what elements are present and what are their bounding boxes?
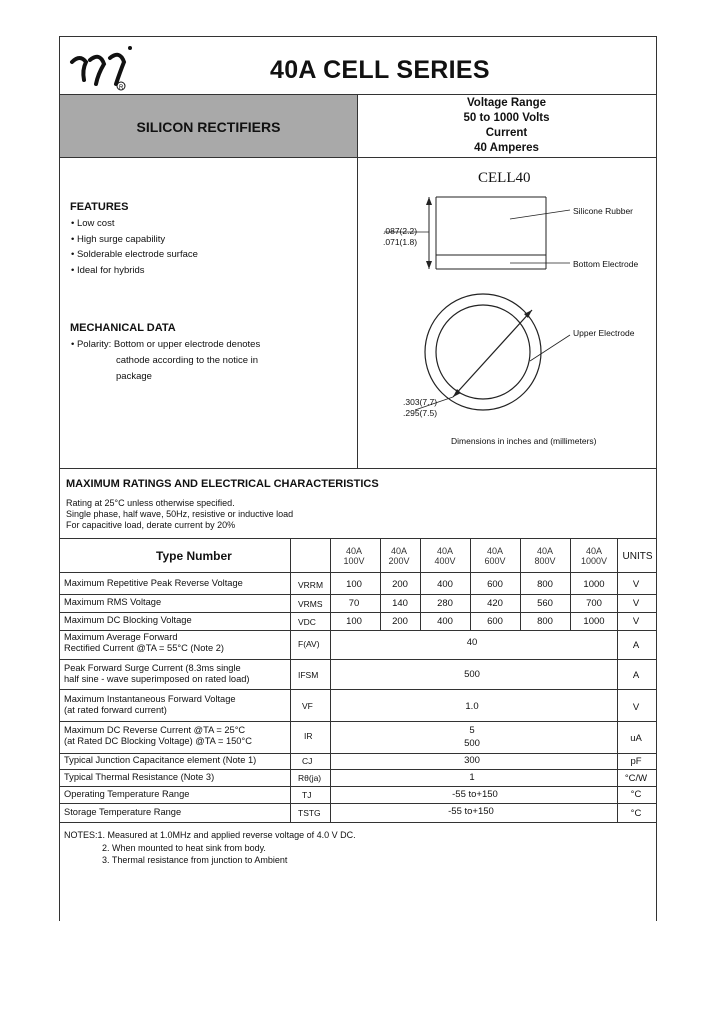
cell-value: 1000 <box>583 616 605 627</box>
cell-value: 500 <box>464 669 480 680</box>
diagram-caption: Dimensions in inches and (millimeters) <box>451 436 597 446</box>
dimension-diameter-min: .295(7.5) <box>403 408 438 418</box>
note-line: NOTES:1. Measured at 1.0MHz and applied reverse voltage of 4.0 V DC. <box>64 830 356 840</box>
cell-unit: A <box>632 670 640 681</box>
model-header: 40A 100V <box>343 546 365 566</box>
table-divider <box>59 753 656 754</box>
cell-value: 420 <box>487 598 503 609</box>
ratings-note: For capacitive load, derate current by 20% <box>66 520 236 530</box>
cell-unit: V <box>632 598 640 609</box>
row-symbol: CJ <box>302 756 313 766</box>
mechanical-line: cathode according to the notice in <box>116 355 259 366</box>
mechanical-line: • Polarity: Bottom or upper electrode denotes <box>71 339 261 350</box>
cell-value: 700 <box>586 598 602 609</box>
cell-value: 1000 <box>583 579 605 590</box>
row-label: Typical Thermal Resistance (Note 3) <box>64 772 215 782</box>
cell-unit: V <box>632 579 640 590</box>
ratings-note: Single phase, half wave, 50Hz, resistive or inductive load <box>66 509 294 519</box>
table-divider <box>59 721 656 722</box>
cell-unit: uA <box>630 733 642 744</box>
feature-item: • Low cost <box>71 218 115 229</box>
row-label: Maximum Average Forward Rectified Current @TA = 55°C (Note 2) <box>64 632 224 653</box>
spec-current-value: 40 Amperes <box>474 142 539 154</box>
table-divider <box>59 630 656 631</box>
cell-value: 600 <box>487 579 503 590</box>
row-symbol: TSTG <box>298 808 321 818</box>
subtitle: SILICON RECTIFIERS <box>136 119 281 135</box>
dimension-diameter-max: .303(7.7) <box>403 397 438 407</box>
feature-item: • Ideal for hybrids <box>71 264 145 276</box>
spec-current-label: Current <box>485 127 528 139</box>
row-label: Maximum DC Blocking Voltage <box>64 615 192 625</box>
cell-value: 5 <box>469 725 475 736</box>
row-label: Maximum Instantaneous Forward Voltage (at rated forward current) <box>64 694 236 715</box>
model-header: 40A 1000V <box>580 546 608 566</box>
spec-voltage-value: 50 to 1000 Volts <box>463 112 550 124</box>
row-label: Maximum DC Reverse Current @TA = 25°C (at Rated DC Blocking Voltage) @TA = 150°C <box>64 725 252 746</box>
cell-value: 300 <box>464 755 480 766</box>
ratings-heading: MAXIMUM RATINGS AND ELECTRICAL CHARACTERISTICS <box>66 478 379 490</box>
cell-value: 100 <box>346 579 362 590</box>
table-divider <box>59 689 656 690</box>
units-header: UNITS <box>622 551 653 562</box>
table-divider <box>290 538 291 822</box>
row-label: Typical Junction Capacitance element (Note 1) <box>64 755 257 765</box>
row-label: Storage Temperature Range <box>64 807 182 817</box>
cell-value: 1.0 <box>465 701 479 712</box>
cell-value: 400 <box>437 579 453 590</box>
divider <box>59 468 656 469</box>
dimension-height-min: .071(1.8) <box>383 237 418 247</box>
row-symbol: VRRM <box>298 580 324 590</box>
row-label: Operating Temperature Range <box>64 789 190 799</box>
cell-value: 500 <box>464 738 480 749</box>
table-divider <box>59 572 656 573</box>
row-label: Maximum Repetitive Peak Reverse Voltage <box>64 578 243 588</box>
cell-value: 800 <box>537 616 553 627</box>
cell-unit: °C/W <box>624 773 648 784</box>
ratings-note: Rating at 25°C unless otherwise specified. <box>66 498 235 508</box>
company-logo <box>66 40 136 92</box>
table-divider <box>59 822 656 823</box>
feature-item: • High surge capability <box>71 233 166 245</box>
table-divider <box>59 612 656 613</box>
divider <box>59 538 656 539</box>
mechanical-line: package <box>116 371 152 382</box>
model-header: 40A 400V <box>434 546 456 566</box>
row-label: Peak Forward Surge Current (8.3ms single half sine - wave superimposed on rated load) <box>64 663 250 684</box>
cell-value: -55 to+150 <box>448 806 494 817</box>
page-title: 40A CELL SERIES <box>270 56 490 84</box>
table-divider <box>59 594 656 595</box>
cell-unit: A <box>632 640 640 651</box>
row-symbol: IFSM <box>298 670 319 680</box>
row-symbol: Rθ(ja) <box>298 773 322 783</box>
cell-value: 400 <box>437 616 453 627</box>
type-number-header: Type Number <box>156 549 232 563</box>
row-label: Maximum RMS Voltage <box>64 597 162 607</box>
cell-value: 70 <box>348 598 360 609</box>
row-symbol: F(AV) <box>298 639 320 649</box>
label-bottom-electrode: Bottom Electrode <box>573 259 639 269</box>
features-heading: FEATURES <box>70 201 129 213</box>
cell-value: 280 <box>437 598 453 609</box>
table-divider <box>59 659 656 660</box>
cell-value: 200 <box>392 616 408 627</box>
svg-text:R: R <box>119 85 124 91</box>
features-list <box>71 216 198 278</box>
cell-value: -55 to+150 <box>452 789 498 800</box>
model-header: 40A 200V <box>388 546 410 566</box>
cell-value: 100 <box>346 616 362 627</box>
model-header: 40A 800V <box>534 546 556 566</box>
diagram-label: CELL40 <box>478 170 531 186</box>
cell-value: 600 <box>487 616 503 627</box>
label-upper-electrode: Upper Electrode <box>573 328 635 338</box>
table-divider <box>59 769 656 770</box>
table-divider <box>59 803 656 804</box>
dimension-height-max: .087(2.2) <box>383 226 418 236</box>
cell-value: 140 <box>392 598 408 609</box>
cell-value: 40 <box>466 637 478 648</box>
feature-item: • Solderable electrode surface <box>71 249 198 260</box>
cell-value: 560 <box>537 598 553 609</box>
cell-unit: °C <box>630 789 642 800</box>
cell-value: 800 <box>537 579 553 590</box>
label-silicone-rubber: Silicone Rubber <box>573 206 634 216</box>
row-symbol: IR <box>304 731 313 741</box>
model-header: 40A 600V <box>484 546 506 566</box>
mechanical-heading: MECHANICAL DATA <box>70 322 176 334</box>
cell-unit: V <box>632 702 640 713</box>
table-divider <box>59 786 656 787</box>
cell-unit: pF <box>630 756 642 767</box>
cell-unit: V <box>632 616 640 627</box>
row-symbol: VRMS <box>298 599 323 609</box>
note-line: 2. When mounted to heat sink from body. <box>102 843 266 853</box>
cell-value: 1 <box>469 772 475 783</box>
cell-unit: °C <box>630 808 642 819</box>
row-symbol: VF <box>302 701 313 711</box>
row-symbol: TJ <box>302 790 312 800</box>
note-line: 3. Thermal resistance from junction to Ambient <box>102 855 288 865</box>
cell-value: 200 <box>392 579 408 590</box>
spec-voltage-label: Voltage Range <box>466 97 547 109</box>
row-symbol: VDC <box>298 617 316 627</box>
